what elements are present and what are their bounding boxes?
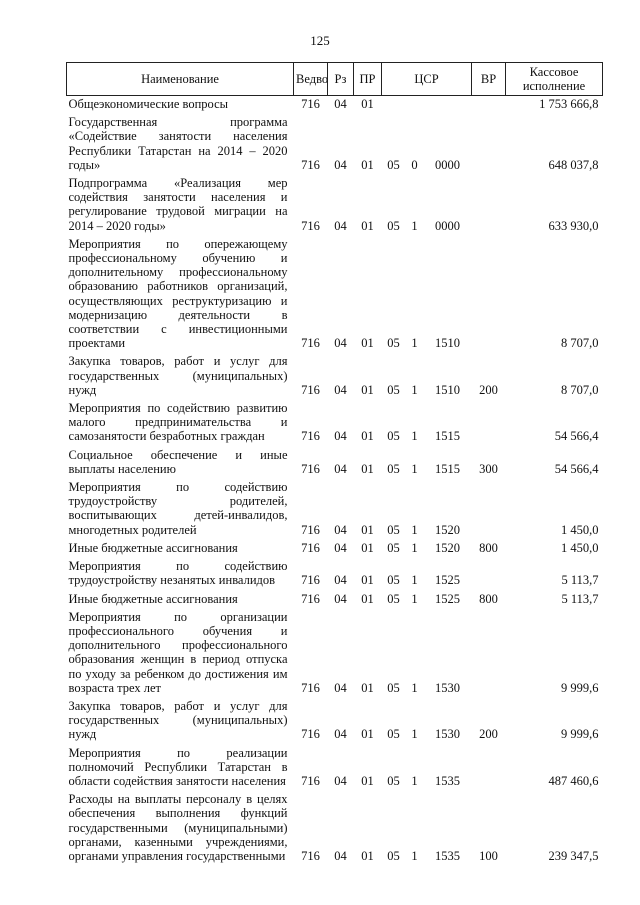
row-name: Мероприятия по содействию трудоустройству незанятых инвалидов: [68, 559, 288, 588]
row-name: Общеэкономические вопросы: [68, 97, 229, 111]
row-csr-direction: 1525: [435, 573, 461, 588]
row-pr: 01: [361, 773, 374, 788]
header-vr: ВР: [472, 63, 506, 96]
row-pr: 01: [361, 848, 374, 863]
row-csr-direction: 1535: [435, 848, 461, 863]
row-rz: 04: [334, 382, 347, 397]
row-csr-subprogram: 1: [411, 727, 418, 742]
row-rz: 04: [334, 848, 347, 863]
table-header-row: [67, 63, 603, 96]
header-name: Наименование: [67, 63, 294, 96]
row-ved: 716: [301, 522, 320, 537]
row-csr-program: 05: [387, 218, 400, 233]
page-number: 125: [310, 33, 330, 48]
row-csr-subprogram: 1: [411, 336, 418, 351]
row-csr-subprogram: 1: [411, 848, 418, 863]
row-csr-program: 05: [387, 573, 400, 588]
row-csr-subprogram: 1: [411, 429, 418, 444]
table-body: [67, 96, 603, 866]
row-vr: [472, 478, 506, 539]
row-csr-program: 05: [387, 429, 400, 444]
row-name: Расходы на выплаты персоналу в целях обеспечения выполнения функций государственными (муниципальными) органами, казенными учреждениями, органами управления государственными: [68, 792, 288, 863]
row-amount: 9 999,6: [561, 680, 599, 695]
row-rz: 04: [334, 336, 347, 351]
row-rz: 04: [334, 773, 347, 788]
row-ved: 716: [301, 336, 320, 351]
row-csr-direction: 1520: [435, 522, 461, 537]
row-amount: 5 113,7: [561, 591, 599, 606]
row-amount: 8 707,0: [561, 382, 599, 397]
table-row: [67, 235, 603, 353]
row-csr-subprogram: 1: [411, 522, 418, 537]
table-row: [67, 697, 603, 744]
header-rz: Рз: [328, 63, 354, 96]
budget-table: [66, 62, 603, 865]
header-ved: Ведво: [294, 63, 328, 96]
row-csr-program: [382, 96, 406, 114]
row-amount: 633 930,0: [548, 218, 599, 233]
row-vr: [472, 744, 506, 791]
row-name: Закупка товаров, работ и услуг для государственных (муниципальных) нужд: [68, 354, 288, 397]
row-rz: 04: [334, 680, 347, 695]
row-ved: 716: [301, 157, 320, 172]
row-ved: 716: [301, 97, 320, 111]
row-pr: 01: [361, 429, 374, 444]
row-csr-program: 05: [387, 591, 400, 606]
table-row: [67, 174, 603, 235]
table-row: [67, 608, 603, 697]
row-name: Мероприятия по содействию развитию малого предпринимательства и самозанятости безработных граждан: [68, 401, 288, 444]
row-pr: 01: [361, 573, 374, 588]
row-ved: 716: [301, 540, 320, 555]
row-ved: 716: [301, 218, 320, 233]
row-ved: 716: [301, 680, 320, 695]
row-amount: 1 753 666,8: [539, 97, 599, 111]
row-name: Мероприятия по опережающему профессиональному обучению и дополнительному профессиональному образованию работников организаций, осуществляющих реструктуризацию и модернизацию деятельности в соответствии с инвестиционными проектами: [68, 236, 288, 351]
row-ved: 716: [301, 727, 320, 742]
row-amount: 1 450,0: [561, 540, 599, 555]
row-vr: [472, 174, 506, 235]
row-vr: 200: [479, 382, 498, 397]
row-csr-direction: 1530: [435, 727, 461, 742]
row-csr-program: 05: [387, 157, 400, 172]
row-rz: 04: [334, 461, 347, 476]
header-pr: ПР: [354, 63, 382, 96]
row-rz: 04: [334, 429, 347, 444]
row-ved: 716: [301, 382, 320, 397]
row-ved: 716: [301, 848, 320, 863]
row-rz: 04: [334, 591, 347, 606]
row-name: Государственная программа «Содействие занятости населения Республики Татарстан на 2014 – 2020 годы»: [68, 115, 288, 172]
row-amount: 487 460,6: [548, 773, 599, 788]
row-name: Мероприятия по организации профессионального обучения и дополнительного профессионального образования женщин в период отпуска по уходу за ребенком до достижения им возраста трех лет: [68, 609, 288, 695]
row-amount: 648 037,8: [548, 157, 599, 172]
row-amount: 5 113,7: [561, 573, 599, 588]
row-rz: 04: [334, 97, 347, 111]
row-name: Мероприятия по реализации полномочий Республики Татарстан в области содействия занятости населения: [68, 745, 288, 788]
row-vr: 800: [479, 591, 498, 606]
row-pr: 01: [361, 540, 374, 555]
row-csr-direction: 1510: [435, 336, 461, 351]
row-csr-subprogram: 1: [411, 540, 418, 555]
row-amount: 239 347,5: [548, 848, 599, 863]
table-row: [67, 557, 603, 589]
row-ved: 716: [301, 461, 320, 476]
row-csr-program: 05: [387, 773, 400, 788]
table-row: [67, 446, 603, 478]
row-vr: 100: [479, 848, 498, 863]
row-pr: 01: [361, 522, 374, 537]
row-csr-program: 05: [387, 680, 400, 695]
table-row: [67, 790, 603, 865]
row-csr-direction: 1515: [435, 461, 461, 476]
row-rz: 04: [334, 218, 347, 233]
row-csr-subprogram: 1: [411, 461, 418, 476]
row-csr-subprogram: 1: [411, 773, 418, 788]
row-pr: 01: [361, 461, 374, 476]
row-ved: 716: [301, 429, 320, 444]
row-csr-direction: 1510: [435, 382, 461, 397]
row-vr: 200: [479, 727, 498, 742]
row-vr: [472, 96, 506, 114]
row-rz: 04: [334, 573, 347, 588]
row-csr-direction: 1535: [435, 773, 461, 788]
row-amount: 54 566,4: [554, 429, 599, 444]
row-vr: [472, 235, 506, 353]
row-vr: [472, 557, 506, 589]
row-csr-direction: 1525: [435, 591, 461, 606]
table-row: [67, 399, 603, 446]
row-pr: 01: [361, 218, 374, 233]
row-ved: 716: [301, 773, 320, 788]
row-csr-direction: 0000: [435, 218, 461, 233]
header-sum: Кассовое исполнение: [506, 63, 603, 96]
row-pr: 01: [361, 591, 374, 606]
row-rz: 04: [334, 540, 347, 555]
row-csr-direction: [424, 96, 472, 114]
row-rz: 04: [334, 727, 347, 742]
row-csr-program: 05: [387, 382, 400, 397]
row-pr: 01: [361, 97, 374, 111]
table-row: [67, 744, 603, 791]
row-csr-direction: 1530: [435, 680, 461, 695]
row-vr: [472, 113, 506, 174]
row-ved: 716: [301, 573, 320, 588]
row-pr: 01: [361, 680, 374, 695]
row-rz: 04: [334, 157, 347, 172]
row-name: Закупка товаров, работ и услуг для государственных (муниципальных) нужд: [68, 698, 288, 742]
row-name: Иные бюджетные ассигнования: [68, 540, 238, 555]
row-rz: 04: [334, 522, 347, 537]
table-row: [67, 539, 603, 557]
table-row: [67, 96, 603, 114]
row-csr-subprogram: [406, 96, 424, 114]
row-amount: 9 999,6: [561, 727, 599, 742]
row-vr: 300: [479, 461, 498, 476]
row-pr: 01: [361, 336, 374, 351]
row-csr-program: 05: [387, 848, 400, 863]
row-csr-program: 05: [387, 336, 400, 351]
row-csr-subprogram: 1: [411, 573, 418, 588]
row-csr-subprogram: 0: [411, 157, 418, 172]
row-pr: 01: [361, 382, 374, 397]
row-name: Иные бюджетные ассигнования: [68, 591, 238, 606]
row-amount: 1 450,0: [561, 522, 599, 537]
row-vr: [472, 608, 506, 697]
row-vr: [472, 399, 506, 446]
row-csr-direction: 1520: [435, 540, 461, 555]
row-csr-program: 05: [387, 461, 400, 476]
row-pr: 01: [361, 727, 374, 742]
row-csr-program: 05: [387, 540, 400, 555]
row-amount: 8 707,0: [561, 336, 599, 351]
row-vr: 800: [479, 540, 498, 555]
row-amount: 54 566,4: [554, 461, 599, 476]
header-csr: ЦСР: [382, 63, 472, 96]
row-csr-subprogram: 1: [411, 680, 418, 695]
row-name: Подпрограмма «Реализация мер содействия занятости населения и регулирование трудовой миграции на 2014 – 2020 годы»: [68, 176, 288, 233]
table-row: [67, 478, 603, 539]
row-ved: 716: [301, 591, 320, 606]
row-csr-subprogram: 1: [411, 218, 418, 233]
row-csr-direction: 1515: [435, 429, 461, 444]
row-name: Социальное обеспечение и иные выплаты населению: [68, 447, 288, 476]
row-pr: 01: [361, 157, 374, 172]
table-row: [67, 352, 603, 399]
row-csr-direction: 0000: [435, 157, 461, 172]
table-row: [67, 590, 603, 608]
row-name: Мероприятия по содействию трудоустройству родителей, воспитывающих детей-инвалидов, многодетных родителей: [68, 480, 288, 537]
table-row: [67, 113, 603, 174]
row-csr-program: 05: [387, 522, 400, 537]
row-csr-subprogram: 1: [411, 591, 418, 606]
row-csr-program: 05: [387, 727, 400, 742]
row-csr-subprogram: 1: [411, 382, 418, 397]
